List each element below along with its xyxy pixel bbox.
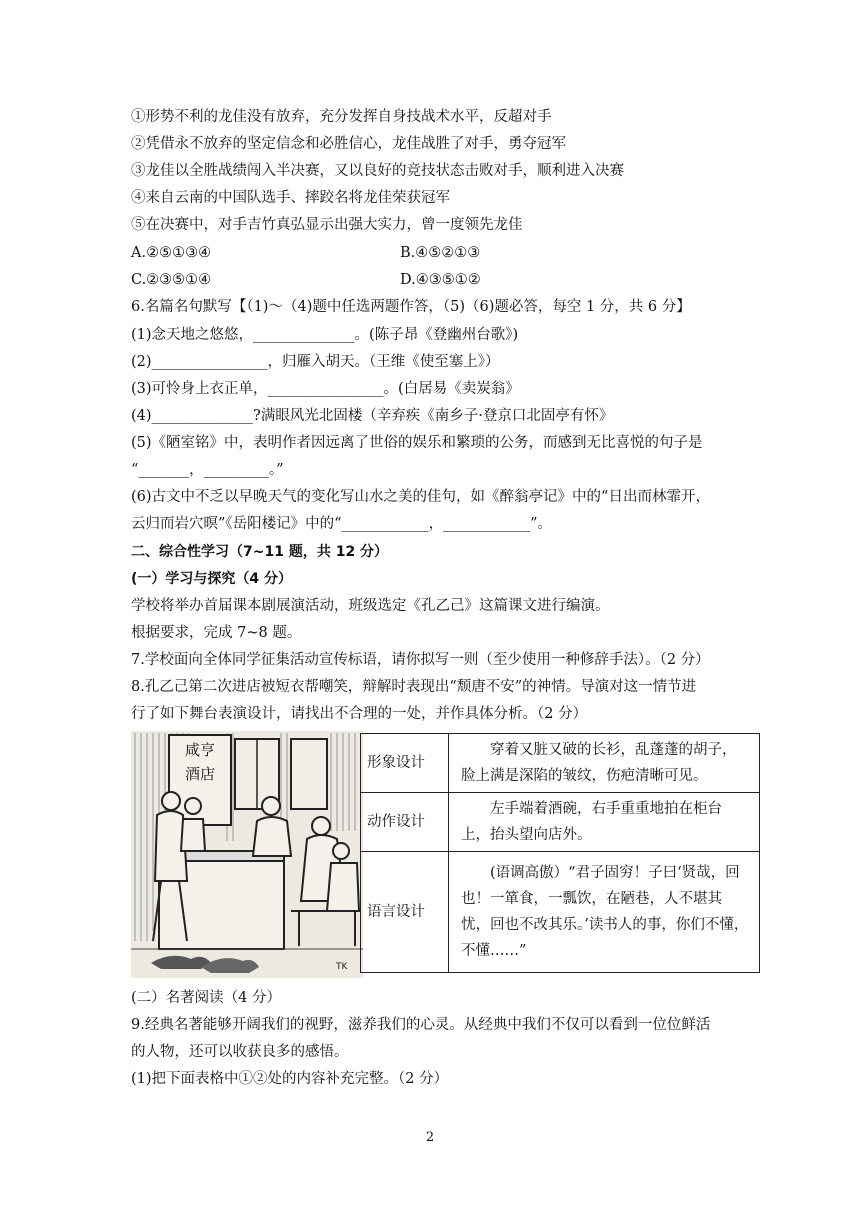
sign-text: 咸亨 xyxy=(184,741,216,759)
q6-title: 6.名篇名句默写【（1)～（4)题中任选两题作答，（5)（6)题必答，每空 1 分，共 6 分】 xyxy=(131,299,691,315)
stage-design-table xyxy=(360,733,760,973)
tavern-scene-drawing xyxy=(131,731,363,978)
section2-intro-1: 学校将举办首届课本剧展演活动，班级选定《孔乙己》这篇课文进行编演。 xyxy=(131,598,610,614)
question-8a: 8.孔乙己第二次进店被短衣帮嘲笑，辩解时表现出“颓唐不安”的神情。导演对这一情节进 xyxy=(131,679,697,695)
q6-line-4: (4)______________?满眼风光北固楼（辛弃疾《南乡子·登京口北固亭有怀》 xyxy=(131,408,614,424)
order-item-2: ②凭借永不放弃的坚定信念和必胜信心，龙佳战胜了对手，勇夺冠军 xyxy=(131,136,566,152)
section2-sub2: (二）名著阅读（4 分） xyxy=(131,990,281,1006)
section2-intro-2: 根据要求，完成 7~8 题。 xyxy=(131,625,302,641)
section2-title: 二、综合性学习（7~11 题，共 12 分） xyxy=(131,544,389,560)
option-c: C.②③⑤①④ xyxy=(131,272,212,288)
table-cell-head: 形象设计 xyxy=(361,734,449,793)
question-7: 7.学校面向全体同学征集活动宣传标语，请你拟写一则（至少使用一种修辞手法）。（2 分） xyxy=(131,652,710,668)
table-cell-head: 动作设计 xyxy=(361,793,449,852)
q6-line-5b: “_______，_________。” xyxy=(131,462,284,478)
q6-line-3: (3)可怜身上衣正单，________________。(白居易《卖炭翁》 xyxy=(131,381,520,397)
option-a: A.②⑤①③④ xyxy=(131,245,212,261)
q6-line-2: (2)________________，归雁入胡天。（王维《使至塞上》） xyxy=(131,354,500,370)
table-cell-body: 左手端着酒碗，右手重重地拍在柜台上，抬头望向店外。 xyxy=(449,793,760,852)
svg-text:酒店: 酒店 xyxy=(184,765,216,783)
q6-line-6b: 云归而岩穴暝”《岳阳楼记》中的“____________，____________”。 xyxy=(131,516,552,532)
question-9a: 9.经典名著能够开阔我们的视野，滋养我们的心灵。从经典中我们不仅可以看到一位位鲜活 xyxy=(131,1017,711,1033)
question-9b: 的人物，还可以收获良多的感悟。 xyxy=(131,1044,349,1060)
q6-line-6a: (6)古文中不乏以早晚天气的变化写山水之美的佳句，如《醉翁亭记》中的“日出而林霏开， xyxy=(131,489,710,505)
table-cell-body: (语调高傲）“君子固穷！子曰‘贤哉，回也！一箪食，一瓢饮，在陋巷，人不堪其忧，回也不改其乐。’读书人的事，你们不懂，不懂……” xyxy=(449,852,760,973)
table-row xyxy=(361,734,760,793)
table-cell-head: 语言设计 xyxy=(361,852,449,973)
option-d: D.④③⑤①② xyxy=(400,272,481,288)
tavern-illustration xyxy=(131,731,363,978)
q6-line-5a: (5)《陋室铭》中，表明作者因远离了世俗的娱乐和繁琐的公务，而感到无比喜悦的句子是 xyxy=(131,435,703,451)
table-row xyxy=(361,793,760,852)
table-cell-body: 穿着又脏又破的长衫，乱蓬蓬的胡子，脸上满是深陷的皱纹，伤疤清晰可见。 xyxy=(449,734,760,793)
question-9c: (1)把下面表格中①②处的内容补充完整。（2 分） xyxy=(131,1071,449,1087)
q6-line-1: (1)念天地之悠悠，______________。(陈子昂《登幽州台歌》) xyxy=(131,327,519,343)
order-item-3: ③龙佳以全胜战绩闯入半决赛，又以良好的竞技状态击败对手，顺利进入决赛 xyxy=(131,163,624,179)
section2-sub1: (一）学习与探究（4 分） xyxy=(131,571,293,587)
order-item-5: ⑤在决赛中，对手吉竹真弘显示出强大实力，曾一度领先龙佳 xyxy=(131,217,523,233)
order-item-4: ④来自云南的中国队选手、摔跤名将龙佳荣获冠军 xyxy=(131,190,450,206)
artist-signature: TK xyxy=(336,962,348,972)
option-b: B.④⑤②①③ xyxy=(400,245,481,261)
table-row xyxy=(361,852,760,973)
question-8b: 行了如下舞台表演设计，请找出不合理的一处，并作具体分析。（2 分） xyxy=(131,706,588,722)
page-number: 2 xyxy=(425,1130,435,1145)
order-item-1: ①形势不利的龙佳没有放弃，充分发挥自身技战术水平，反超对手 xyxy=(131,109,552,125)
